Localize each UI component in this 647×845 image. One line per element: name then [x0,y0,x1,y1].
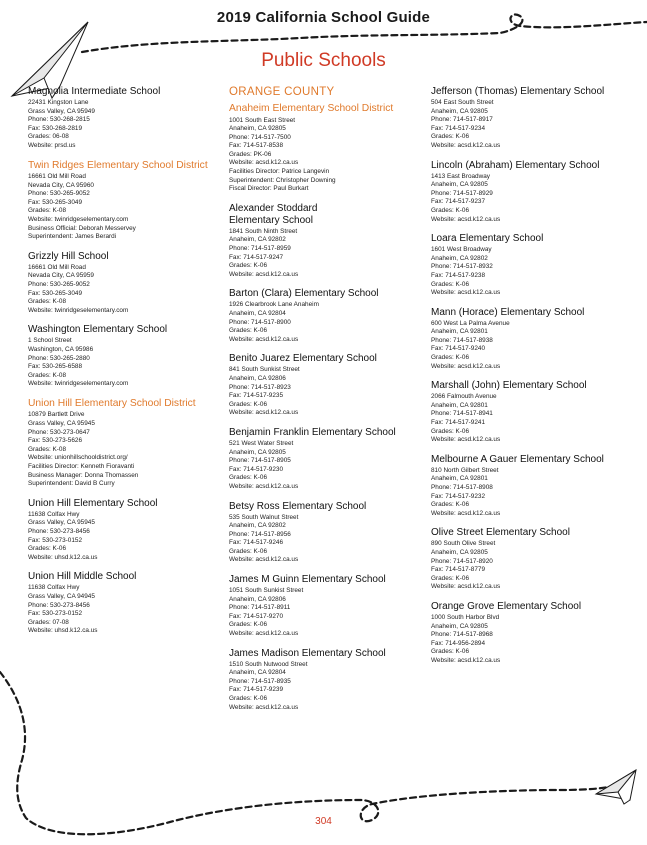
detail-line: Fax: 714-517-9246 [229,539,284,547]
detail-line: 22431 Kingston Lane [28,99,89,106]
detail-line: 1510 South Nutwood Street [229,660,308,668]
detail-line: Fax: 714-517-8538 [229,142,284,150]
detail-line: Website: acsd.k12.ca.us [431,215,501,223]
school-name: Union Hill Elementary School [28,497,158,509]
detail-line: 1 School Street [28,337,72,345]
detail-line: Grades: K-06 [229,474,268,482]
detail-line: 1413 East Broadway [431,172,490,180]
detail-line: 535 South Walnut Street [229,513,299,521]
detail-line: Grass Valley, CA 95945 [28,519,95,527]
school-entry [28,251,224,316]
detail-line: Website: acsd.k12.ca.us [229,482,299,490]
detail-line: Grades: 06-08 [28,133,69,141]
detail-line: Fax: 714-517-9247 [229,253,284,261]
detail-line: Grades: K-08 [28,371,67,379]
detail-line: Grades: K-06 [28,545,67,553]
detail-line: Phone: 714-517-8959 [229,245,291,253]
detail-line: Website: acsd.k12.ca.us [229,630,299,638]
detail-line: Phone: 530-268-2815 [28,116,90,124]
detail-line: Grades: PK-06 [229,150,272,158]
detail-line: Grades: K-08 [28,445,67,453]
detail-line: Nevada City, CA 95959 [28,272,94,280]
detail-line: Website: uhsd.k12.ca.us [28,627,98,635]
school-entry [229,288,425,344]
detail-line: Grades: K-08 [28,207,67,215]
detail-line: Website: prsd.us [28,141,76,149]
school-entry [431,527,641,592]
detail-line: Grades: K-08 [28,298,67,306]
detail-line: Website: acsd.k12.ca.us [431,509,501,517]
detail-line: Fax: 530-265-6588 [28,363,83,371]
detail-line: 16661 Old Mill Road [28,263,86,271]
page-number: 304 [315,816,332,827]
school-entry [229,648,425,713]
detail-line: Grades: K-06 [431,501,470,509]
school-entry [229,501,425,566]
detail-line: Website: acsd.k12.ca.us [229,270,299,278]
detail-line: Fax: 530-273-5626 [28,437,83,445]
school-entry [431,233,641,298]
detail-line: Anaheim, CA 92805 [431,548,488,556]
school-entry [28,86,224,151]
listing-column-1 [28,86,224,645]
school-entry [431,454,641,519]
detail-line: Phone: 714-517-8956 [229,530,291,538]
detail-line: Website: acsd.k12.ca.us [431,656,501,664]
school-name: Olive Street Elementary School [431,527,570,539]
detail-line: 890 South Olive Street [431,540,496,548]
detail-line: Phone: 530-273-8456 [28,527,90,535]
detail-line: Fax: 714-517-9240 [431,345,486,353]
detail-line: Superintendent: James Berardi [28,233,117,241]
school-entry [431,307,641,372]
detail-line: 504 East South Street [431,99,494,106]
school-entry [431,380,641,445]
detail-line: Superintendent: David B Curry [28,480,115,488]
detail-line: Website: acsd.k12.ca.us [431,436,501,444]
detail-line: Fax: 714-517-9239 [229,686,284,694]
detail-line: 1001 South East Street [229,116,296,124]
detail-line: Anaheim, CA 92802 [431,254,488,262]
detail-line: Nevada City, CA 95960 [28,181,94,189]
school-name: Benito Juarez Elementary School [229,353,377,365]
detail-line: Website: uhsd.k12.ca.us [28,553,98,561]
detail-line: Anaheim, CA 92805 [431,181,488,189]
detail-line: Anaheim, CA 92802 [229,236,286,244]
school-name: Jefferson (Thomas) Elementary School [431,86,605,97]
detail-line: Fax: 530-265-3049 [28,289,83,297]
detail-line: 810 North Gilbert Street [431,466,499,474]
detail-line: Phone: 714-517-8941 [431,410,493,418]
detail-line: Website: acsd.k12.ca.us [431,583,501,591]
school-entry [229,427,425,492]
detail-line: Anaheim, CA 92806 [229,374,286,382]
detail-line: Fax: 714-517-9238 [431,271,486,279]
detail-line: Phone: 714-517-8929 [431,189,493,197]
detail-line: Fax: 714-517-9232 [431,492,486,500]
detail-line: Facilities Director: Patrice Langevin [229,168,330,176]
detail-line: Phone: 714-517-8935 [229,677,291,685]
detail-line: Anaheim, CA 92805 [229,448,286,456]
detail-line: Phone: 530-265-9052 [28,281,90,288]
school-name: James Madison Elementary School [229,647,386,659]
county-heading-block [229,86,425,99]
detail-line: 1841 South Ninth Street [229,227,298,235]
detail-line: Fax: 714-517-9235 [229,392,284,400]
detail-line: 10879 Bartlett Drive [28,411,85,419]
listing-column-2 [229,86,425,721]
detail-line: Website: acsd.k12.ca.us [229,409,299,417]
detail-line: Website: twinridgeselementary.com [28,380,129,388]
detail-line: Grades: K-06 [229,262,268,270]
school-name: James M Guinn Elementary School [229,574,386,586]
school-name: Magnolia Intermediate School [28,86,161,97]
school-name: Loara Elementary School [431,233,544,245]
detail-line: Facilities Director: Kenneth Fioravanti [28,463,135,470]
detail-line: Grass Valley, CA 94945 [28,592,95,600]
detail-line: 600 West La Palma Avenue [431,319,510,327]
school-name: Grizzly Hill School [28,250,109,262]
detail-line: Phone: 530-265-2880 [28,354,90,362]
school-name: Benjamin Franklin Elementary School [229,426,396,438]
listing-column-3 [431,86,641,675]
detail-line: Website: acsd.k12.ca.us [229,335,299,343]
district-name: Union Hill Elementary School District [28,397,196,409]
detail-line: Phone: 714-517-8938 [431,336,493,344]
detail-line: Fax: 530-268-2819 [28,124,83,132]
detail-line: 11638 Colfax Hwy [28,584,80,592]
detail-line: Phone: 714-517-8923 [229,383,291,391]
school-name: Alexander Stoddard Elementary School [229,202,318,226]
detail-line: Washington, CA 95986 [28,345,94,353]
detail-line: Grades: K-06 [431,133,470,141]
detail-line: Anaheim, CA 92805 [431,107,488,115]
detail-line: 1926 Clearbrook Lane Anaheim [229,301,319,309]
detail-line: Grades: K-06 [229,621,268,629]
detail-line: Phone: 530-273-8456 [28,601,90,609]
detail-line: Fax: 714-517-9230 [229,465,284,473]
school-name: Melbourne A Gauer Elementary School [431,453,604,465]
detail-line: Anaheim, CA 92804 [229,669,286,677]
detail-line: Fax: 714-517-9241 [431,419,486,427]
detail-line: Website: acsd.k12.ca.us [229,159,299,167]
detail-line: 1051 South Sunkist Street [229,587,304,595]
detail-line: Anaheim, CA 92805 [431,622,488,630]
guide-title: 2019 California School Guide [216,9,431,26]
school-entry [431,86,641,151]
county-name: ORANGE COUNTY [229,86,335,98]
detail-line: 11638 Colfax Hwy [28,510,80,518]
detail-line: Grades: 07-08 [28,618,69,626]
detail-line: Grades: K-06 [229,695,268,702]
detail-line: Fiscal Director: Paul Burkart [229,185,309,193]
detail-line: 16661 Old Mill Road [28,173,86,181]
district-name: Anaheim Elementary School District [229,103,394,114]
detail-line: Website: twinridgeselementary.com [28,306,129,314]
detail-line: Grades: K-06 [431,648,470,656]
detail-line: Fax: 714-956-2894 [431,639,486,647]
detail-line: 521 West Water Street [229,439,294,447]
school-name: Lincoln (Abraham) Elementary School [431,159,600,171]
district-entry [28,160,224,242]
district-name: Twin Ridges Elementary School District [28,159,208,171]
detail-line: Website: unionhillschooldistrict.org/ [28,454,128,462]
detail-line: Grades: K-06 [431,427,470,435]
school-entry [229,203,425,280]
section-title: Public Schools [261,50,386,71]
detail-line: Phone: 714-517-8932 [431,263,493,271]
detail-line: Fax: 530-273-0152 [28,536,83,544]
detail-line: Grass Valley, CA 95949 [28,107,95,115]
school-name: Washington Elementary School [28,324,168,336]
detail-line: Business Manager: Donna Thomassen [28,471,139,479]
detail-line: Phone: 714-517-8911 [229,604,291,612]
detail-line: Anaheim, CA 92801 [431,328,488,336]
detail-line: Phone: 714-517-8905 [229,457,291,465]
school-name: Betsy Ross Elementary School [229,500,367,512]
detail-line: Fax: 530-273-0152 [28,610,83,618]
detail-line: 1000 South Harbor Blvd [431,613,500,621]
school-entry [28,571,224,636]
detail-line: Fax: 530-265-3049 [28,198,83,206]
detail-line: Grades: K-06 [431,206,470,214]
detail-line: Website: acsd.k12.ca.us [431,289,501,297]
detail-line: Phone: 530-273-0647 [28,428,90,436]
detail-line: Grades: K-06 [431,354,470,362]
detail-line: Website: acsd.k12.ca.us [431,141,501,149]
detail-line: Grass Valley, CA 95945 [28,420,95,428]
detail-line: 1601 West Broadway [431,246,492,254]
detail-line: Grades: K-06 [229,547,268,555]
school-entry [229,574,425,639]
school-entry [229,353,425,418]
detail-line: Grades: K-06 [229,327,268,335]
detail-line: Phone: 714-517-8920 [431,557,493,565]
detail-line: Website: acsd.k12.ca.us [229,556,299,564]
detail-line: Anaheim, CA 92805 [229,125,286,133]
detail-line: Website: acsd.k12.ca.us [229,703,299,711]
detail-line: Phone: 714-517-7500 [229,133,291,141]
school-entry [28,498,224,563]
school-name: Orange Grove Elementary School [431,600,582,612]
school-name: Marshall (John) Elementary School [431,380,587,392]
detail-line: Grades: K-06 [431,574,470,582]
detail-line: Fax: 714-517-9234 [431,124,486,132]
school-name: Mann (Horace) Elementary School [431,306,585,318]
school-entry [431,160,641,225]
detail-line: Anaheim, CA 92806 [229,595,286,603]
detail-line: Phone: 714-517-8908 [431,484,493,491]
detail-line: Anaheim, CA 92801 [431,475,488,483]
detail-line: Business Official: Deborah Messervey [28,224,136,232]
school-entry [28,324,224,389]
detail-line: Anaheim, CA 92802 [229,522,286,530]
detail-line: Fax: 714-517-9237 [431,198,486,206]
school-name: Barton (Clara) Elementary School [229,288,379,300]
detail-line: Phone: 714-517-8917 [431,116,493,124]
school-entry [431,601,641,666]
detail-line: Phone: 714-517-8968 [431,631,493,639]
detail-line: Superintendent: Christopher Downing [229,176,336,184]
detail-line: 2066 Falmouth Avenue [431,393,497,401]
school-name: Union Hill Middle School [28,571,137,583]
district-entry [229,103,425,194]
detail-line: Grades: K-06 [431,280,470,288]
detail-line: Website: twinridgeselementary.com [28,216,129,224]
detail-line: Anaheim, CA 92801 [431,401,488,409]
detail-line: Grades: K-06 [229,400,268,408]
detail-line: 841 South Sunkist Street [229,366,300,374]
detail-line: Anaheim, CA 92804 [229,310,286,317]
detail-line: Fax: 714-517-8779 [431,566,486,574]
district-entry [28,398,224,489]
detail-line: Phone: 714-517-8900 [229,318,291,326]
detail-line: Website: acsd.k12.ca.us [431,362,501,370]
detail-line: Phone: 530-265-9052 [28,190,90,198]
detail-line: Fax: 714-517-9270 [229,612,284,620]
